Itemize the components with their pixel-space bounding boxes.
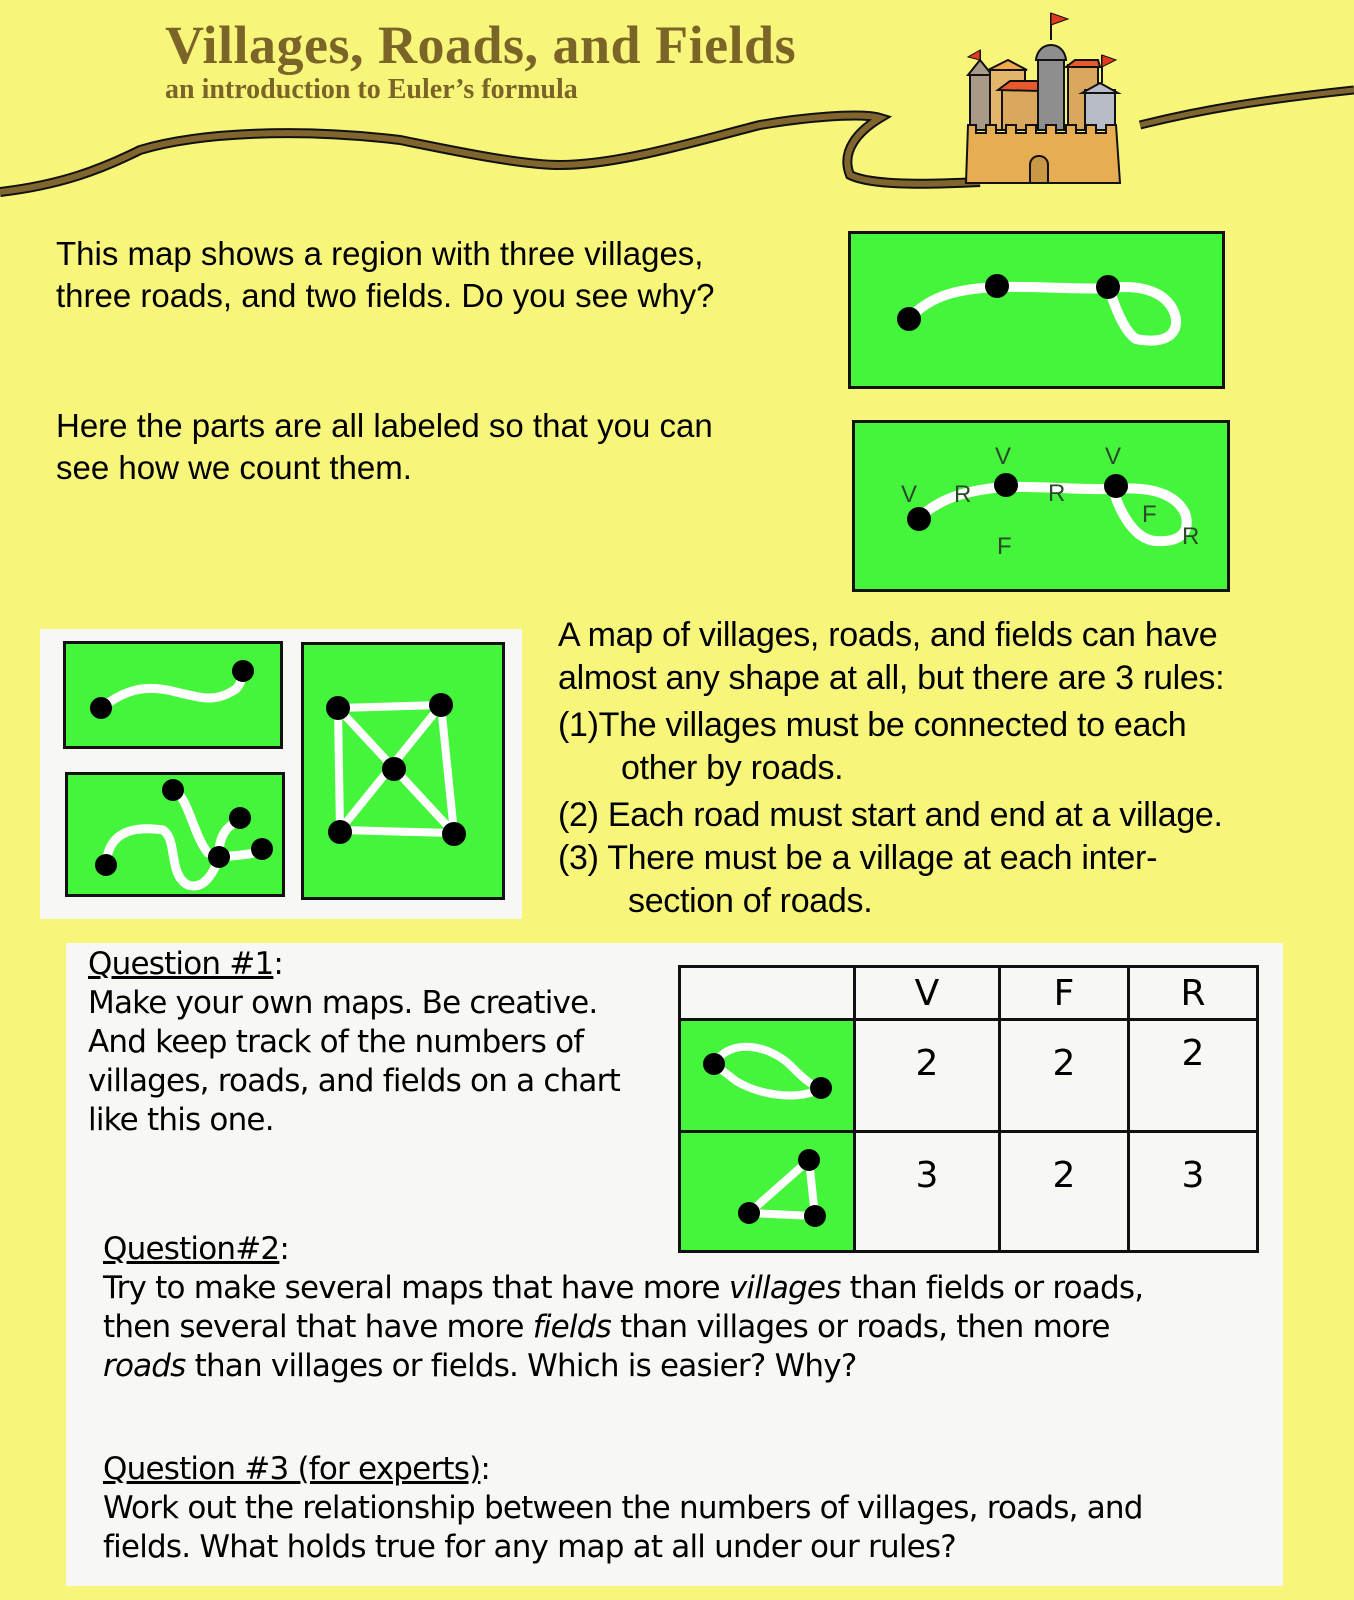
emphasis: villages (728, 1270, 841, 1306)
castle-icon (960, 5, 1150, 190)
rule-number: (1) (558, 706, 599, 744)
column-header-villages: V (855, 967, 1000, 1020)
rule-text: Each road must start and end at a village. (607, 796, 1223, 834)
column-header-roads: R (1129, 967, 1258, 1020)
question-text: like this one. (88, 1102, 274, 1138)
cell-roads: 3 (1129, 1132, 1258, 1252)
road-label: R (954, 481, 972, 508)
intro-paragraph-1 (56, 233, 715, 317)
text: than fields or roads, (840, 1270, 1144, 1306)
intro-paragraph-2 (56, 405, 713, 489)
rule-text: There must be a village at each inter- (607, 839, 1158, 877)
text: than villages or roads, then more (610, 1309, 1110, 1345)
example-map-single-road (63, 641, 283, 749)
page-subtitle: an introduction to Euler’s formula (165, 74, 578, 105)
question-heading: Question#2 (103, 1231, 280, 1267)
text-line: three roads, and two fields. Do you see why? (56, 277, 715, 314)
colon: : (273, 946, 284, 982)
field-label: F (997, 533, 1012, 560)
colon: : (279, 1231, 290, 1267)
example-map-square-x (301, 642, 505, 900)
field-label: F (1142, 501, 1157, 528)
column-header-fields: F (1000, 967, 1129, 1020)
rule-text: The villages must be connected to each (598, 706, 1187, 744)
labeled-map (852, 420, 1230, 592)
rule-number: (3) (558, 839, 599, 877)
emphasis: roads (103, 1348, 186, 1384)
village-label: V (1105, 443, 1122, 470)
text-line: see how we count them. (56, 449, 412, 486)
river-decoration (0, 0, 1354, 200)
table-corner-cell (680, 967, 855, 1020)
table-header-row (680, 967, 1258, 1020)
text: than villages or fields. Which is easier? Why? (185, 1348, 857, 1384)
rule-3 (558, 837, 1224, 880)
map-thumbnail-loop (680, 1020, 855, 1132)
question-text: Work out the relationship between the numbers of villages, roads, and (103, 1490, 1143, 1526)
rule-text: section of roads. (628, 882, 873, 920)
cell-fields: 2 (1000, 1020, 1129, 1132)
text: then several that have more (103, 1309, 533, 1345)
emphasis: fields (532, 1309, 611, 1345)
colon: : (480, 1451, 491, 1487)
question-text (103, 1269, 1143, 1308)
cell-villages: 3 (855, 1132, 1000, 1252)
rule-number: (2) (558, 796, 599, 834)
rules-intro-line: almost any shape at all, but there are 3 rules: (558, 659, 1225, 697)
rule-text: other by roads. (621, 749, 844, 787)
question-3 (103, 1450, 1143, 1567)
example-maps-panel (40, 629, 522, 919)
question-text: Make your own maps. Be creative. (88, 985, 598, 1021)
table-row (680, 1020, 1258, 1132)
rules-intro-line: A map of villages, roads, and fields can have (558, 616, 1218, 654)
vfr-count-table (678, 965, 1259, 1253)
cell-villages: 2 (855, 1020, 1000, 1132)
rules-section (558, 614, 1224, 923)
road-label: R (1048, 480, 1066, 507)
example-map-tree (65, 772, 285, 897)
village-label: V (901, 481, 918, 508)
village-label: V (995, 443, 1012, 470)
cell-roads: 2 (1129, 1020, 1258, 1132)
question-heading: Question #3 (for experts) (103, 1451, 481, 1487)
question-text: fields. What holds true for any map at all under our rules? (103, 1529, 956, 1565)
cell-fields: 2 (1000, 1132, 1129, 1252)
text: Try to make several maps that have more (103, 1270, 729, 1306)
question-text: villages, roads, and fields on a chart (88, 1063, 620, 1099)
map-drawing (851, 234, 1222, 386)
question-heading: Question #1 (88, 946, 274, 982)
question-text (103, 1347, 1143, 1386)
text-line: Here the parts are all labeled so that you can (56, 407, 713, 444)
question-1 (88, 945, 620, 1140)
question-text (103, 1308, 1143, 1347)
page-title: Villages, Roads, and Fields (165, 15, 797, 75)
text-line: This map shows a region with three villages, (56, 235, 704, 272)
rule-1 (558, 704, 1224, 747)
question-2 (103, 1230, 1143, 1386)
road-label: R (1182, 523, 1200, 550)
rule-2 (558, 794, 1224, 837)
question-text: And keep track of the numbers of (88, 1024, 584, 1060)
example-map (848, 231, 1225, 389)
